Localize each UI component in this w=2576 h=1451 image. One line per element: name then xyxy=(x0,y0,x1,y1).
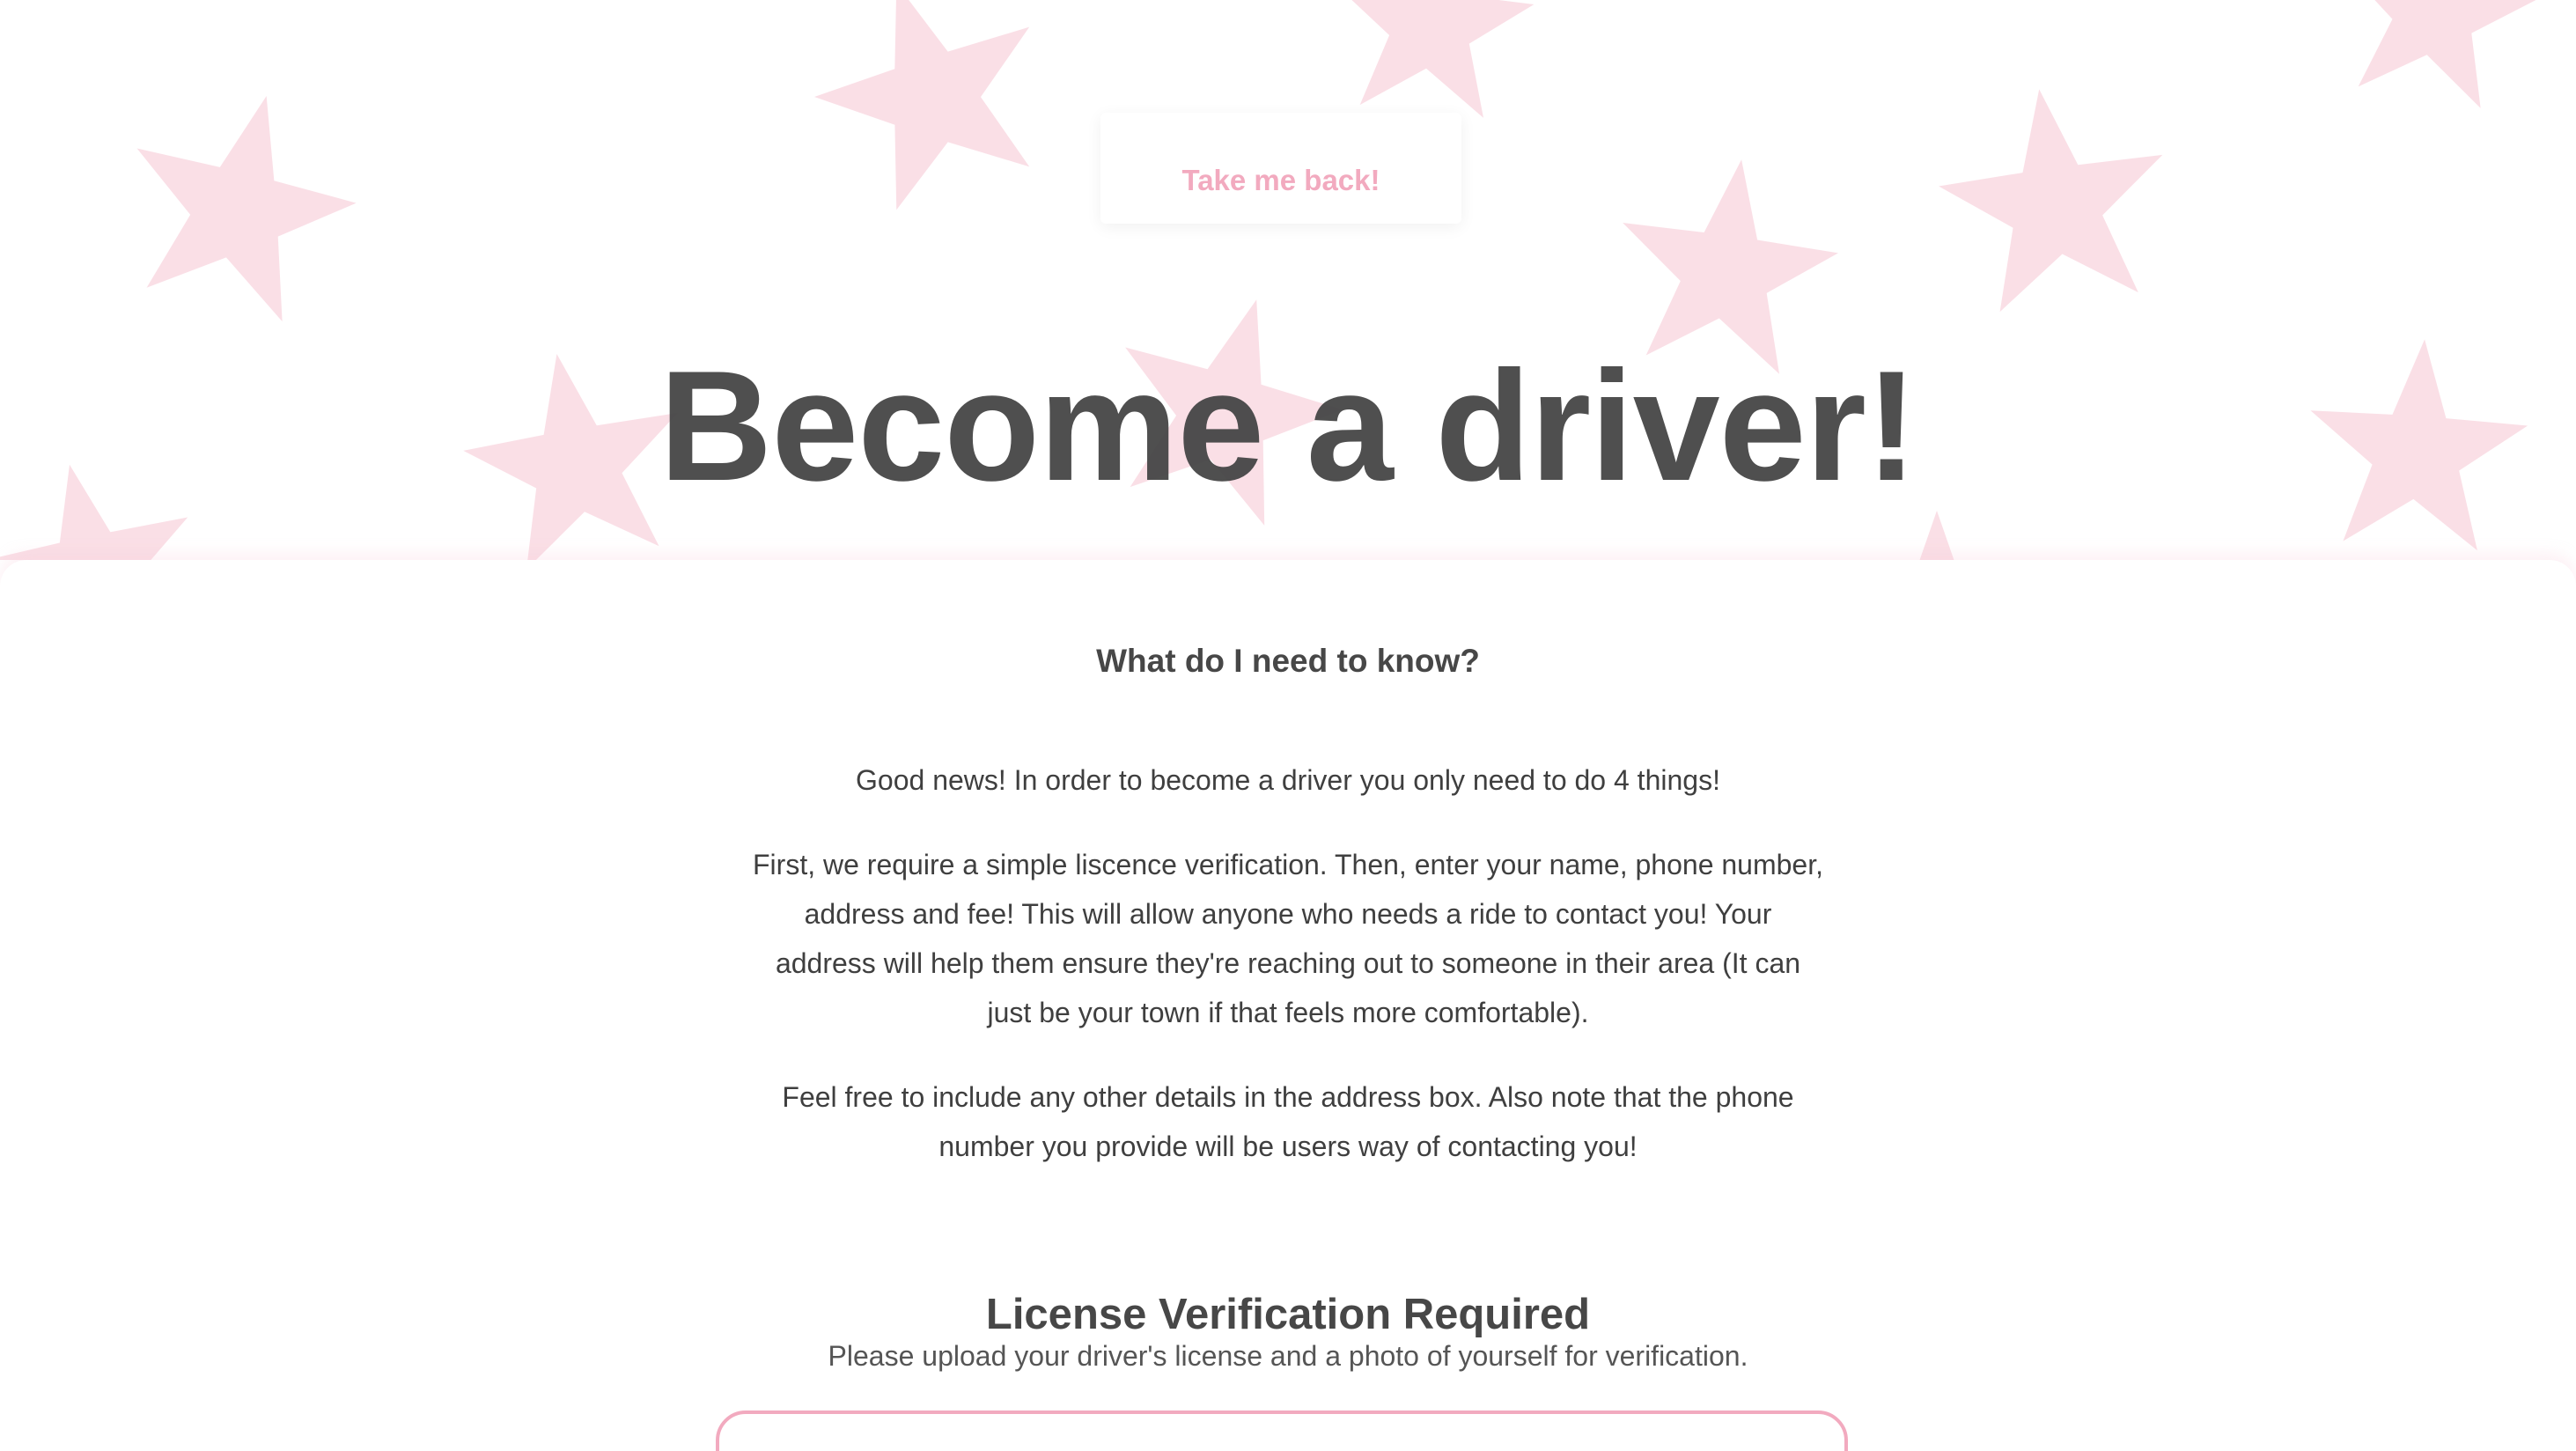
info-paragraph: First, we require a simple liscence verification. Then, enter your name, phone number, address and fee! This will allow anyone who needs a ride to contact you! Your address will help them ensure they're reaching out to someone in their area (It can just be your town if that feels more comfortable). xyxy=(753,849,1823,1028)
take-me-back-button[interactable]: Take me back! xyxy=(1100,113,1461,224)
star-icon xyxy=(1927,73,2181,318)
verification-title: License Verification Required xyxy=(985,1291,1591,1338)
star-icon xyxy=(1321,0,1542,122)
page-title: Become a driver! xyxy=(659,338,1917,513)
star-icon xyxy=(1836,511,2037,560)
license-upload-box[interactable] xyxy=(716,1410,1848,1451)
info-paragraph: Feel free to include any other details in the address box. Also note that the phone number you provide will be users way of contacting you! xyxy=(782,1081,1794,1162)
info-text xyxy=(751,755,1825,1206)
section-heading: What do I need to know? xyxy=(1096,643,1480,679)
content-panel xyxy=(0,560,2576,1451)
star-icon xyxy=(2321,0,2551,114)
info-paragraph: Good news! In order to become a driver you only need to do 4 things! xyxy=(856,764,1720,796)
star-icon xyxy=(105,69,376,332)
hero-header xyxy=(0,0,2576,560)
verification-subtitle: Please upload your driver's license and a photo of yourself for verification. xyxy=(828,1340,1748,1372)
star-icon xyxy=(789,0,1071,224)
